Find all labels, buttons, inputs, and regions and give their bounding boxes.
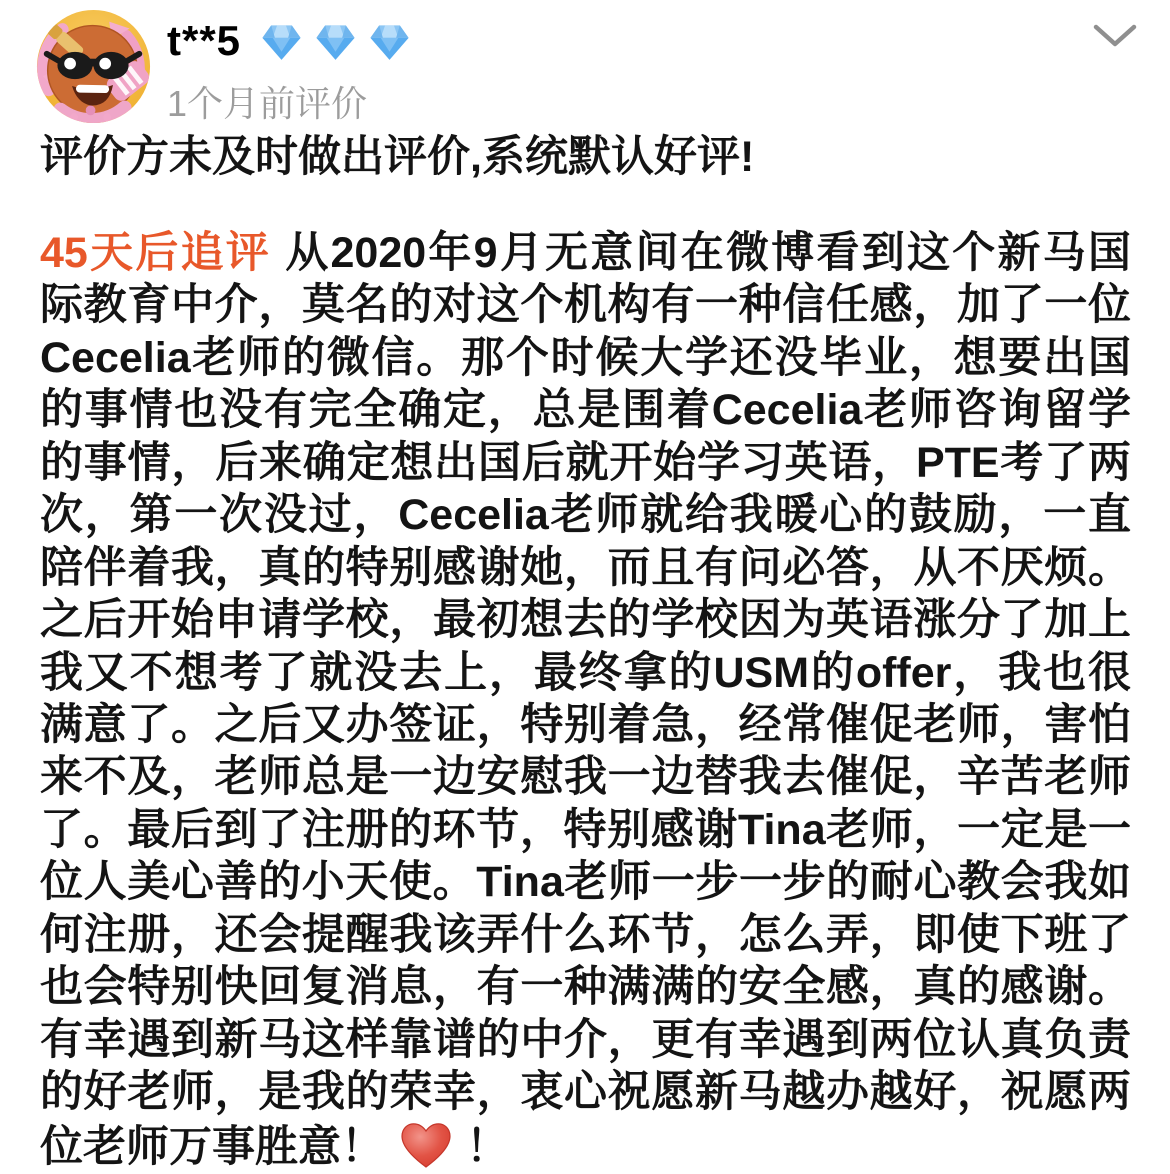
review-line: 来不及，老师总是一边安慰我一边替我去催促，辛苦老师 [40, 753, 1131, 802]
avatar [35, 8, 152, 125]
reviewer-info [167, 16, 414, 65]
review-line: 有幸遇到新马这样靠谱的中介，更有幸遇到两位认真负责 [40, 1015, 1131, 1064]
review-line: 的好老师，是我的荣幸，衷心祝愿新马越办越好，祝愿两 [40, 1068, 1131, 1116]
review-line: 位人美心善的小天使。Tina老师一步一步的耐心教会我如 [40, 858, 1131, 907]
member-level-badge [257, 16, 414, 65]
diamond-icon [257, 18, 306, 65]
avatar-image [35, 8, 152, 125]
review-line-last [40, 1118, 1131, 1170]
review-time-label: 1个月前评价 [167, 83, 368, 124]
review-line: Cecelia老师的微信。那个时候大学还没毕业，想要出国 [40, 333, 1131, 382]
review-line: 我又不想考了就没去上，最终拿的USM的offer，我也很 [40, 648, 1131, 697]
review-text: ！ [466, 1123, 509, 1172]
reviewer-username: t**5 [167, 16, 242, 64]
review-line: 的事情也没有完全确定，总是围着Cecelia老师咨询留学 [40, 386, 1131, 435]
red-heart-icon [398, 1118, 454, 1170]
review-line: 了。最后到了注册的环节，特别感谢Tina老师，一定是一 [40, 805, 1131, 854]
chevron-down-icon[interactable] [1092, 22, 1138, 50]
review-text: 从2020年9月无意间在微博看到这个新马国 [285, 229, 1131, 277]
review-line: 之后开始申请学校，最初想去的学校因为英语涨分了加上 [40, 596, 1131, 645]
review-text: 位老师万事胜意！ [40, 1123, 384, 1172]
system-default-review-note: 评价方未及时做出评价,系统默认好评! [40, 133, 755, 181]
review-line: 也会特别快回复消息，有一种满满的安全感，真的感谢。 [40, 963, 1131, 1012]
review-line [40, 227, 1131, 279]
review-line: 际教育中介，莫名的对这个机构有一种信任感，加了一位 [40, 281, 1131, 330]
review-line: 的事情，后来确定想出国后就开始学习英语，PTE考了两 [40, 438, 1131, 487]
diamond-icon [365, 18, 414, 65]
diamond-icon [311, 18, 360, 65]
review-line: 满意了。之后又办签证，特别着急，经常催促老师，害怕 [40, 700, 1131, 749]
followup-label: 45天后追评 [40, 229, 272, 277]
followup-review [40, 227, 1131, 1171]
review-line: 次，第一次没过，Cecelia老师就给我暖心的鼓励，一直 [40, 491, 1131, 540]
review-line: 何注册，还会提醒我该弄什么环节，怎么弄，即使下班了 [40, 910, 1131, 959]
review-line: 陪伴着我，真的特别感谢她，而且有问必答，从不厌烦。 [40, 543, 1131, 592]
